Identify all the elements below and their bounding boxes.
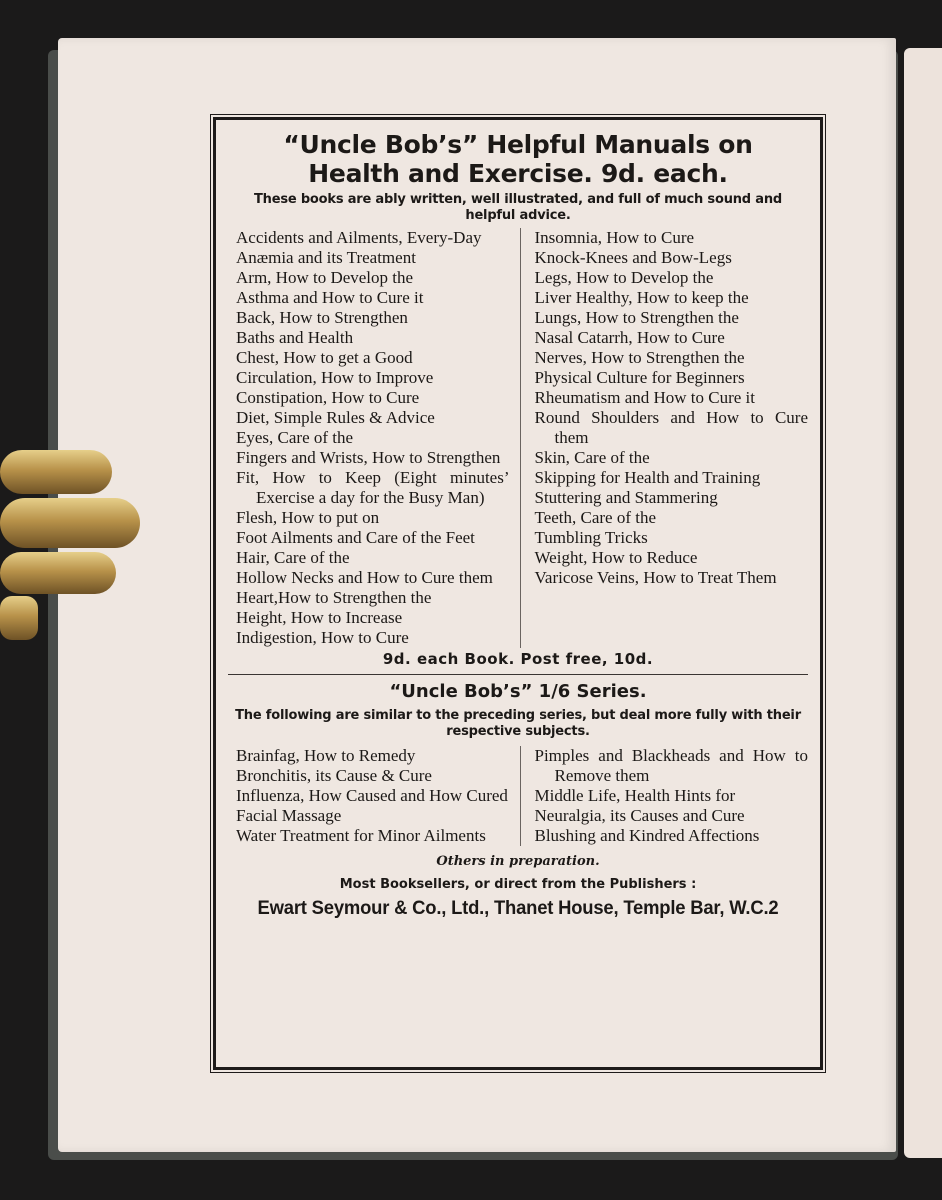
list-item: Facial Massage [236,806,342,825]
list-item: Diet, Simple Rules & Advice [236,408,435,427]
list-item: Teeth, Care of the [534,508,657,527]
list-item: Skin, Care of the [534,448,650,467]
list-item: Middle Life, Health Hints for [534,786,736,805]
list-item: Stuttering and Stammering [534,488,718,507]
list-item: Hair, Care of the [236,548,350,567]
in-preparation-note: Others in preparation. [436,854,600,869]
brass-clip-icon [0,446,150,646]
list-item: Arm, How to Develop the [236,268,414,287]
list-item: Nerves, How to Strengthen the [534,348,745,367]
advert-title [216,130,820,188]
list-item: Circulation, How to Improve [236,368,434,387]
series2-left-column [236,746,521,846]
list-item: Flesh, How to put on [236,508,380,527]
list-item: Indigestion, How to Cure [236,628,409,647]
list-item: Influenza, How Caused and How Cured [236,786,508,805]
list-item: Baths and Health [236,328,354,347]
list-item: Legs, How to Develop the [534,268,714,287]
list-item: Lungs, How to Strengthen the [534,308,739,327]
list-item: Eyes, Care of the [236,428,354,447]
series2-title: “Uncle Bob’s” 1/6 Series. [389,681,647,702]
facing-page-edge [904,48,942,1158]
list-item: Hollow Necks and How to Cure them [236,568,493,587]
list-item: Water Treatment for Minor Ailments [236,826,486,845]
manuals-list [236,228,808,648]
list-item: Skipping for Health and Training [534,468,761,487]
list-item: Weight, How to Reduce [534,548,698,567]
list-item: Tumbling Tricks [534,528,648,547]
list-item: Heart,How to Strengthen the [236,588,432,607]
manuals-left-column [236,228,521,648]
list-item: Physical Culture for Beginners [534,368,745,387]
list-item: Liver Healthy, How to keep the [534,288,749,307]
list-item: Foot Ailments and Care of the Feet [236,528,475,547]
list-item: Neuralgia, its Causes and Cure [534,806,745,825]
series2-list [236,746,808,846]
list-item: Fit, How to Keep (Eight minutes’ Exercise a day for the Busy Man) [236,468,510,507]
list-item: Pimples and Blackheads and How to Remove them [534,746,808,785]
title-line-1: “Uncle Bob’s” Helpful Manuals on [283,130,753,159]
list-item: Knock-Knees and Bow-Legs [534,248,732,267]
list-item: Rheumatism and How to Cure it [534,388,756,407]
list-item: Height, How to Increase [236,608,403,627]
list-item: Accidents and Ailments, Every-Day [236,228,482,247]
title-line-2: Health and Exercise. 9d. each. [308,159,728,188]
advert-intro: These books are ably written, well illustrated, and full of much sound and helpful advice. [254,192,782,223]
list-item: Fingers and Wrists, How to Strengthen [236,448,501,467]
list-item: Round Shoulders and How to Cure them [534,408,808,447]
list-item: Back, How to Strengthen [236,308,408,327]
list-item: Constipation, How to Cure [236,388,420,407]
series2-right-column [521,746,809,846]
list-item: Chest, How to get a Good [236,348,413,367]
list-item: Nasal Catarrh, How to Cure [534,328,725,347]
list-item: Anæmia and its Treatment [236,248,416,267]
list-item: Bronchitis, its Cause & Cure [236,766,432,785]
advertisement-box [213,117,823,1070]
sellers-note: Most Booksellers, or direct from the Publishers : [339,877,697,892]
manuals-right-column [521,228,809,648]
list-item: Asthma and How to Cure it [236,288,424,307]
list-item: Insomnia, How to Cure [534,228,695,247]
price-line: 9d. each Book. Post free, 10d. [382,650,654,668]
section-divider [228,674,808,675]
list-item: Brainfag, How to Remedy [236,746,416,765]
list-item: Blushing and Kindred Affections [534,826,760,845]
publisher-line: Ewart Seymour & Co., Ltd., Thanet House, Temple Bar, W.C.2 [257,898,779,919]
list-item: Varicose Veins, How to Treat Them [534,568,777,587]
series2-intro: The following are similar to the preceding series, but deal more fully with their respective subjects. [235,708,801,739]
